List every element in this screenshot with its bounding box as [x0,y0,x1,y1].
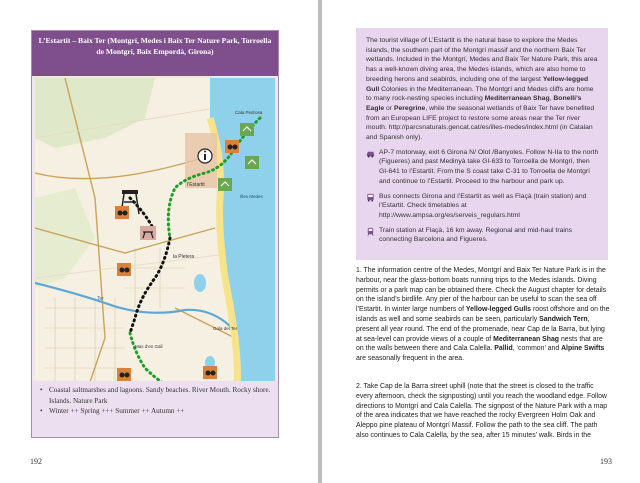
map-figure [31,30,279,438]
site-paragraph-2: 2. Take Cap de la Barra street uphill (note that the street is closed to the traffic every afternoon, check the signposting) until you reach the woodland edge. Follow directions to Montgrí and Cala Calella. The signpost of the Nature Park with a map of the area indicates that we have reached the rocky Evergreen Holm Oak and Aleppo pine plateau of Montgrí Massif. Follow the path to the sea cliff. The path also continues to Cala Calella, by the sea, after 15 minutes’ walk. Birds in the [356,383,608,439]
car-directions: AP-7 motorway, exit 6 Girona N/ Olot /Banyoles. Follow N-IIa to the north (Figueres) and past Medinyà take GI-633 to Torroella de Montgrí, then GI-641 to l’Estartit. From the S coast take C-31 to Torroella de Montgrí and continue to l’Estartit. Proceed to the harbour and park up. [366,148,600,187]
picnic-icon [140,226,156,240]
train-directions: Train station at Flaçà, 16 km away. Regional and mid-haul trains connecting Barcelona and Figueres. [366,226,600,245]
map-label-ter: Ter [97,296,104,302]
bus-icon [366,193,375,202]
map-label-medes: Illes Medes [240,194,263,199]
map-label-pedrosa: Cala Pedrosa [235,110,263,115]
left-page [0,0,318,483]
binoculars-icon [225,140,239,153]
page-number-left: 192 [30,457,42,466]
train-icon [366,227,375,236]
map-label-estartit: l’Estartit [187,182,205,188]
bus-directions: Bus connects Girona and l’Estartit as well as Flaçà (train station) and l’Estartit. Check timetables at http://www.ampsa.org/es/serveis_regulars.html [366,192,600,221]
habitat-note: • Coastal saltmarshes and lagoons. Sandy beaches. River Mouth. Rocky shore. Islands. Nature Park [40,385,272,406]
map-label-pletera: la Pletera [173,254,195,260]
season-note: • Winter ++ Spring +++ Summer ++ Autumn ++ [40,406,272,417]
map-label-gola: Gola del Ter [213,326,238,331]
binoculars-icon [117,263,131,276]
map-label-mas: Mas d’en Gall [135,344,163,349]
binoculars-icon [203,366,217,379]
bird-watching-icon [240,123,254,136]
binoculars-icon [115,206,129,219]
map-title: L’Estartit – Baix Ter (Montgrí, Medes i Baix Ter Nature Park, Torroella de Montgrí, Baix Empordà, Girona) [32,31,278,76]
info-box [356,28,608,260]
info-icon [198,149,212,163]
route-map [35,78,275,426]
right-page [322,0,640,483]
intro-text: The tourist village of L’Estartit is the natural base to explore the Medes islands, the southern part of the Montgrí massif and the northern Baix Ter wetlands. Included in the Montgrí, Medes and Baix Ter Nature Park, this area has a well-known diving area, the Medes islands, which are also home to breeding herons and seabirds, including one of the largest Yellow-legged Gull Colonies in the Mediterranean. The Montgrí and Medes cliffs are home to many rock-nesting species including Mediterranean Shag, Bonelli’s Eagle or Peregrine, while the seasonal wetlands of Baix Ter have benefited from an European LIFE project to restore some areas near the Ter river mouth. http://parcsnaturals.gencat.cat/es/illes-medes/index.html (in Catalan and Spanish only). [366,37,598,142]
map-svg [35,78,275,426]
car-icon [366,149,375,158]
site-paragraph-1: 1. The information centre of the Medes, Montgrí and Baix Ter Nature Park is in the harbour, near the glass-bottom boats running trips to the Medes islands. Diving permits or a park map can be obtained there. Check the August chapter for details on the island’s birdlife. Any pier of the harbour can be useful to scan the sea off l’Estartit. In winter large numbers of Yellow-legged Gulls roost offshore and on the islands as well and some seabirds can be seen, particularly Sandwich Tern, present all year round. The end of the promenade, near Cap de la Barra, but lying at sea-level can provide views of a couple of Mediterranean Shag nests that are on the walls between there and Cala Calella. Pallid, ‘common’ and Alpine Swifts are seasonally frequent in the area. [356,267,610,363]
binoculars-icon [117,368,131,381]
bird-watching-icon [218,178,232,191]
map-notes [32,381,278,437]
bird-watching-icon [245,156,259,169]
page-number-right: 193 [600,457,612,466]
